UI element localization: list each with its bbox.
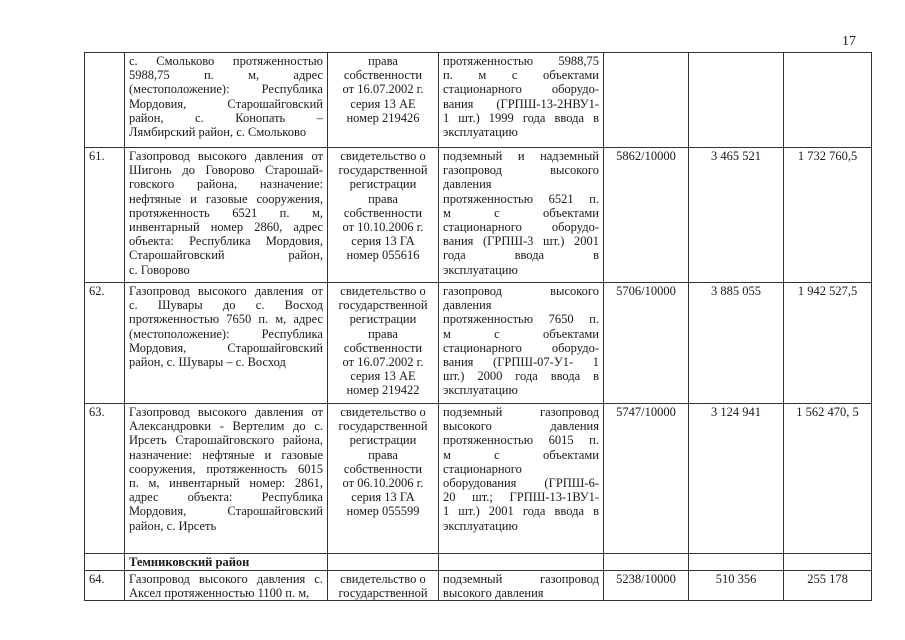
object-description-cell-line: Газопровод высокого давления от: [129, 405, 323, 419]
technical-characteristics-cell-line: оборудования (ГРПШ-6-: [443, 476, 599, 491]
table-row: [85, 148, 872, 283]
value-cell: [689, 554, 784, 571]
ownership-share-cell: [604, 554, 689, 571]
table-row: [85, 404, 872, 554]
object-description-cell-line: протяженность 6521 п. м,: [129, 205, 323, 220]
ownership-certificate-cell-line: от 16.07.2002 г.: [342, 355, 424, 370]
value-cell: 3 885 055: [689, 283, 784, 404]
technical-characteristics-cell-line: эксплуатацию: [443, 262, 518, 277]
ownership-share-cell: 5238/10000: [604, 571, 689, 601]
ownership-certificate-cell-line: права: [368, 447, 398, 462]
object-description-cell-line: Мордовия, Старошайговский: [129, 96, 323, 111]
ownership-certificate-cell-line: номер 219422: [346, 383, 420, 398]
row-number-cell: 62.: [85, 283, 125, 404]
object-description-cell-line: Старошайговский район,: [129, 248, 323, 263]
technical-characteristics-cell-line: м с объектами: [443, 447, 599, 462]
object-description-cell-line: с. Говорово: [129, 262, 190, 277]
object-description-cell: [125, 148, 328, 283]
ownership-share-cell: 5862/10000: [604, 148, 689, 283]
share-value-cell: 1 562 470, 5: [784, 404, 872, 554]
object-description-cell: [125, 571, 328, 601]
object-description-cell: [125, 404, 328, 554]
row-number-cell: [85, 53, 125, 148]
ownership-certificate-cell-line: государственной: [338, 298, 428, 313]
ownership-certificate-cell-line: номер 055616: [346, 248, 420, 263]
ownership-share-cell: 5706/10000: [604, 283, 689, 404]
value-cell: 3 465 521: [689, 148, 784, 283]
technical-characteristics-cell-line: газопровод высокого: [443, 284, 599, 298]
object-description-cell-line: протяженностью 7650 п. м, адрес: [129, 312, 323, 327]
object-description-cell-line: назначение: нефтяные и газовые: [129, 447, 323, 462]
ownership-certificate-cell-line: свидетельство о: [340, 149, 426, 163]
object-description-cell-line: Мордовия, Старошайговский: [129, 340, 323, 355]
ownership-certificate-cell: [328, 148, 439, 283]
share-value-cell: [784, 53, 872, 148]
technical-characteristics-cell-line: стационарного оборудо-: [443, 340, 599, 355]
object-description-cell-line: Александровки - Вертелим до с.: [129, 419, 323, 434]
object-description-cell-line: Газопровод высокого давления с.: [129, 572, 323, 586]
ownership-certificate-cell-line: свидетельство о: [340, 572, 426, 586]
ownership-certificate-cell-line: права: [368, 54, 398, 68]
ownership-certificate-cell-line: серия 13 АЕ: [350, 96, 416, 111]
object-description-cell-line: инвентарный номер 2860, адрес: [129, 220, 323, 235]
technical-characteristics-cell-line: подземный газопровод: [443, 405, 599, 419]
ownership-certificate-cell-line: от 10.10.2006 г.: [342, 220, 424, 235]
ownership-certificate-cell: [328, 283, 439, 404]
technical-characteristics-cell-line: вания (ГРПШ-13-2НВУ1-: [443, 96, 599, 111]
object-description-cell-line: район, с. Конопать –: [129, 110, 323, 125]
ownership-certificate-cell-line: права: [368, 326, 398, 341]
technical-characteristics-cell-line: подземный и надземный: [443, 149, 599, 163]
ownership-certificate-cell-line: регистрации: [349, 433, 417, 448]
object-description-cell-line: с. Шувары до с. Восход: [129, 298, 323, 313]
ownership-certificate-cell: [328, 53, 439, 148]
technical-characteristics-cell-line: 20 шт.; ГРПШ-13-1ВУ1-: [443, 490, 599, 505]
object-description-cell-line: Аксел протяженностью 1100 п. м,: [129, 586, 310, 601]
object-description-cell-line: Ирсеть Старошайговского района,: [129, 433, 323, 448]
object-description-cell-line: сооружения, протяженность 6015: [129, 461, 323, 476]
technical-characteristics-cell-line: протяженностью 5988,75: [443, 54, 599, 68]
technical-characteristics-cell-line: высокого давления: [443, 419, 599, 434]
object-description-cell-line: нефтяные и газовые сооружения,: [129, 191, 323, 206]
value-cell: [689, 53, 784, 148]
technical-characteristics-cell-line: протяженностью 6521 п.: [443, 191, 599, 206]
ownership-certificate-cell-line: государственной: [338, 586, 428, 601]
ownership-share-cell: 5747/10000: [604, 404, 689, 554]
technical-characteristics-cell-line: эксплуатацию: [443, 125, 518, 140]
ownership-certificate-cell: [328, 404, 439, 554]
object-description-cell-line: п. м, инвентарный номер: 2861,: [129, 476, 323, 491]
object-description-cell-line: район, с. Ирсеть: [129, 518, 217, 533]
object-description-cell-line: с. Смольково протяженностью: [129, 54, 323, 68]
ownership-certificate-cell-line: номер 055599: [346, 504, 420, 519]
technical-characteristics-cell-line: стационарного оборудо-: [443, 82, 599, 97]
technical-characteristics-cell: [439, 53, 604, 148]
technical-characteristics-cell-line: года ввода в: [443, 248, 599, 263]
row-number-cell: 63.: [85, 404, 125, 554]
ownership-certificate-cell-line: регистрации: [349, 177, 417, 192]
ownership-certificate-cell-line: свидетельство о: [340, 405, 426, 419]
ownership-certificate-cell-line: государственной: [338, 419, 428, 434]
table-row: [85, 53, 872, 148]
share-value-cell: [784, 554, 872, 571]
technical-characteristics-cell: [439, 554, 604, 571]
table-row: [85, 283, 872, 404]
ownership-certificate-cell-line: государственной: [338, 163, 428, 178]
ownership-certificate-cell-line: собственности: [343, 68, 423, 83]
object-description-cell-line: 5988,75 п. м, адрес: [129, 68, 323, 83]
object-description-cell-line: (местоположение): Республика: [129, 326, 323, 341]
property-registry-table: [84, 52, 872, 601]
technical-characteristics-cell-line: давления: [443, 177, 492, 192]
technical-characteristics-cell-line: подземный газопровод: [443, 572, 599, 586]
technical-characteristics-cell-line: вания (ГРПШ-3 шт.) 2001: [443, 234, 599, 249]
object-description-cell-line: Лямбирский район, с. Смольково: [129, 125, 307, 140]
object-description-cell-line: говского района, назначение:: [129, 177, 323, 192]
ownership-certificate-cell-line: права: [368, 191, 398, 206]
ownership-certificate-cell-line: серия 13 ГА: [351, 490, 415, 505]
object-description-cell: [125, 283, 328, 404]
object-description-cell-line: объекта: Республика Мордовия,: [129, 234, 323, 249]
object-description-cell-line: Газопровод высокого давления от: [129, 284, 323, 298]
object-description-cell: [125, 53, 328, 148]
technical-characteristics-cell: [439, 404, 604, 554]
technical-characteristics-cell-line: 1 шт.) 2001 года ввода в: [443, 504, 599, 519]
object-description-cell-line: Мордовия, Старошайговский: [129, 504, 323, 519]
table-row: [85, 571, 872, 601]
row-number-cell: [85, 554, 125, 571]
ownership-certificate-cell-line: свидетельство о: [340, 284, 426, 298]
technical-characteristics-cell: [439, 148, 604, 283]
technical-characteristics-cell-line: 1 шт.) 1999 года ввода в: [443, 110, 599, 125]
technical-characteristics-cell-line: п. м с объектами: [443, 68, 599, 83]
technical-characteristics-cell-line: вания (ГРПШ-07-У1- 1: [443, 355, 599, 370]
ownership-certificate-cell-line: серия 13 ГА: [351, 234, 415, 249]
ownership-certificate-cell-line: регистрации: [349, 312, 417, 327]
object-description-cell-line: район, с. Шувары – с. Восход: [129, 355, 286, 370]
ownership-certificate-cell-line: собственности: [343, 205, 423, 220]
technical-characteristics-cell-line: стационарного оборудо-: [443, 220, 599, 235]
technical-characteristics-cell-line: эксплуатацию: [443, 383, 518, 398]
technical-characteristics-cell-line: высокого давления: [443, 586, 544, 601]
share-value-cell: 1 732 760,5: [784, 148, 872, 283]
value-cell: 3 124 941: [689, 404, 784, 554]
technical-characteristics-cell-line: шт.) 2000 года ввода в: [443, 369, 599, 384]
object-description-cell: [125, 554, 328, 571]
technical-characteristics-cell-line: газопровод высокого: [443, 163, 599, 178]
technical-characteristics-cell-line: протяженностью 7650 п.: [443, 312, 599, 327]
row-number-cell: 61.: [85, 148, 125, 283]
technical-characteristics-cell-line: м с объектами: [443, 326, 599, 341]
technical-characteristics-cell-line: давления: [443, 298, 492, 313]
technical-characteristics-cell: [439, 571, 604, 601]
page-number: 17: [842, 34, 856, 49]
object-description-cell-line: Газопровод высокого давления от: [129, 149, 323, 163]
ownership-certificate-cell-line: от 16.07.2002 г.: [342, 82, 424, 97]
ownership-certificate-cell-line: собственности: [343, 461, 423, 476]
ownership-certificate-cell-line: серия 13 АЕ: [350, 369, 416, 384]
share-value-cell: 255 178: [784, 571, 872, 601]
technical-characteristics-cell: [439, 283, 604, 404]
value-cell: 510 356: [689, 571, 784, 601]
object-description-cell-line: Темниковский район: [129, 555, 250, 569]
object-description-cell-line: (местоположение): Республика: [129, 82, 323, 97]
ownership-certificate-cell-line: от 06.10.2006 г.: [342, 476, 424, 491]
technical-characteristics-cell-line: эксплуатацию: [443, 518, 518, 533]
object-description-cell-line: адрес объекта: Республика: [129, 490, 323, 505]
ownership-certificate-cell: [328, 554, 439, 571]
section-row: [85, 554, 872, 571]
technical-characteristics-cell-line: м с объектами: [443, 205, 599, 220]
ownership-certificate-cell-line: номер 219426: [346, 110, 420, 125]
object-description-cell-line: Шигонь до Говорово Старошай-: [129, 163, 323, 178]
ownership-share-cell: [604, 53, 689, 148]
ownership-certificate-cell-line: собственности: [343, 340, 423, 355]
technical-characteristics-cell-line: протяженностью 6015 п.: [443, 433, 599, 448]
share-value-cell: 1 942 527,5: [784, 283, 872, 404]
technical-characteristics-cell-line: стационарного: [443, 461, 522, 476]
ownership-certificate-cell: [328, 571, 439, 601]
row-number-cell: 64.: [85, 571, 125, 601]
